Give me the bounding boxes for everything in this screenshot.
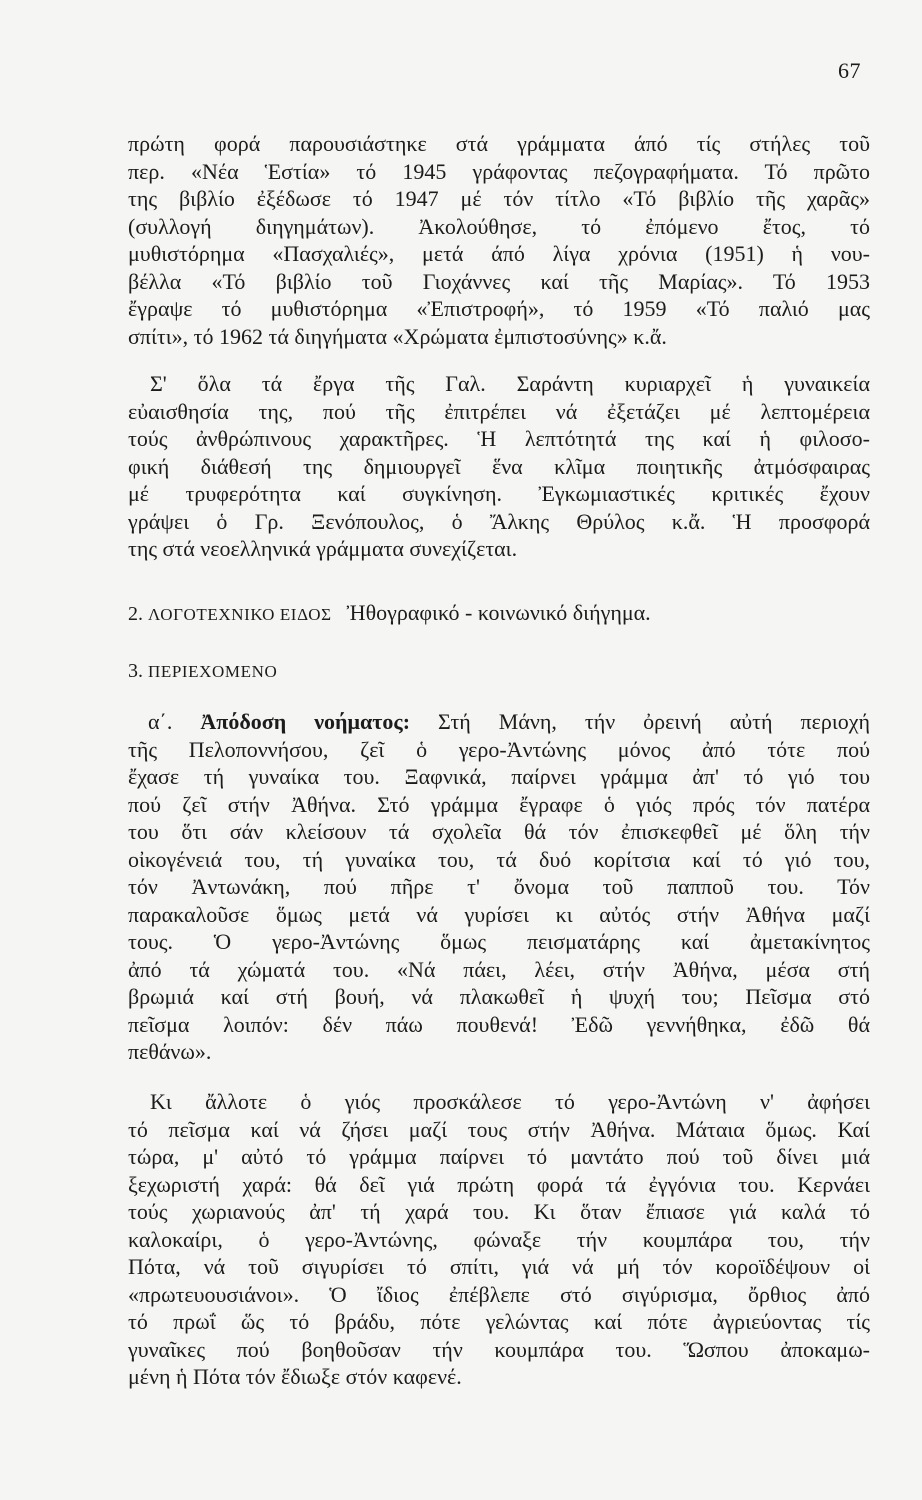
text-line: σπίτι», τό 1962 τά διηγήματα «Χρώματα ἐμπιστοσύνης» κ.ἄ.	[128, 323, 667, 349]
paragraph-4	[128, 1088, 870, 1391]
section-title: ΠΕΡΙΕΧΟΜΕΝΟ	[148, 662, 278, 681]
text-line: πού ζεῖ στήν Ἀθήνα. Στό γράμμα ἔγραφε ὁ γιός πρός τόν πατέρα	[128, 791, 870, 817]
section-heading-content	[128, 660, 277, 683]
text-line: φική διάθεσή της δημιουργεῖ ἕνα κλῖμα ποιητικῆς ἀτμόσφαιρας	[128, 453, 870, 479]
text-line: τούς χωριανούς ἀπ' τή χαρά του. Κι ὅταν ἔπιασε γιά καλά τό	[128, 1199, 870, 1224]
text-line: Κι ἄλλοτε ὁ γιός προσκάλεσε τό γερο-Ἀντώνη ν' ἀφήσει	[150, 1089, 870, 1114]
text-line: τους. Ὁ γερο-Ἀντώνης ὅμως πεισματάρης καί ἀμετακίνητος	[128, 929, 870, 954]
section-title: ΛΟΓΟΤΕΧΝΙΚΟ ΕΙΔΟΣ	[148, 605, 332, 624]
text-line: τό πεῖσμα καί νά ζήσει μαζί τους στήν Ἀθήνα. Μάταια ὅμως. Καί	[128, 1116, 870, 1142]
text-line: της στά νεοελληνικά γράμματα συνεχίζεται.	[128, 536, 518, 561]
text-line: της βιβλίο ἐξέδωσε τό 1947 μέ τόν τίτλο «Τό βιβλίο τῆς χαρᾶς»	[128, 186, 870, 211]
text-line: εὐαισθησία της, πού τῆς ἐπιτρέπει νά ἐξετάζει μέ λεπτομέρεια	[128, 398, 870, 424]
text-line: μυθιστόρημα «Πασχαλιές», μετά άπό λίγα χρόνια (1951) ἡ νου-	[128, 241, 870, 266]
text-line: τούς ἀνθρώπινους χαρακτῆρες. Ἡ λεπτότητά της καί ἡ φιλοσο-	[128, 426, 870, 451]
section-value: Ἠθογραφικό - κοινωνικό διήγημα.	[346, 600, 651, 625]
subsection-letter: α΄.	[148, 709, 173, 734]
paragraph-2	[128, 370, 870, 563]
text-line: τό πρωΐ ὥς τό βράδυ, πότε γελώντας καί πότε ἀγριεύοντας τίς	[128, 1309, 870, 1334]
text-line: γράψει ὁ Γρ. Ξενόπουλος, ὁ Ἄλκης Θρύλος κ.ἄ. Ἡ προσφορά	[128, 508, 870, 534]
text-line: παρακαλοῦσε ὅμως μετά νά γυρίσει κι αὐτός στήν Ἀθήνα μαζί	[128, 901, 870, 927]
text-line: ἀπό τά χώματά του. «Νά πάει, λέει, στήν Ἀθήνα, μέσα στή	[128, 956, 870, 982]
text-line: πεῖσμα λοιπόν: δέν πάω πουθενά! Ἐδῶ γεννήθηκα, ἐδῶ θά	[128, 1011, 870, 1037]
text-fragment: Στή Μάνη, τήν ὀρεινή αὐτή περιοχή	[438, 709, 871, 734]
text-line: βέλλα «Τό βιβλίο τοῦ Γιοχάννες καί τῆς Μαρίας». Τό 1953	[128, 268, 870, 294]
text-line: καλοκαίρι, ὁ γερο-Ἀντώνης, φώναξε τήν κουμπάρα του, τήν	[128, 1226, 870, 1252]
text-line: Πότα, νά τοῦ σιγυρίσει τό σπίτι, γιά νά μή τόν κοροϊδέψουν οἱ	[128, 1254, 870, 1279]
text-line: Σ' ὅλα τά ἔργα τῆς Γαλ. Σαράντη κυριαρχεῖ ἡ γυναικεία	[150, 371, 870, 396]
text-line: τῆς Πελοποννήσου, ζεῖ ὁ γερο-Ἀντώνης μόνος ἀπό τότε πού	[128, 736, 870, 762]
text-line: γυναῖκες πού βοηθοῦσαν τήν κουμπάρα του. Ὥσπου ἀποκαμω-	[128, 1336, 870, 1362]
text-line: ἔχασε τή γυναίκα του. Ξαφνικά, παίρνει γράμμα ἀπ' τό γιό του	[128, 764, 870, 789]
text-line: (συλλογή διηγημάτων). Ἀκολούθησε, τό ἐπόμενο ἔτος, τό	[128, 213, 870, 239]
text-line: ἔγραψε τό μυθιστόρημα «Ἐπιστροφή», τό 1959 «Τό παλιό μας	[128, 296, 870, 321]
page-number: 67	[838, 58, 861, 83]
text-line: του ὅτι σάν κλείσουν τά σχολεῖα θά τόν ἐπισκεφθεῖ μέ ὅλη τήν	[128, 819, 870, 844]
text-line: πεθάνω».	[128, 1039, 212, 1064]
text-line: τόν Ἀντωνάκη, πού πῆρε τ' ὄνομα τοῦ παπποῦ του. Τόν	[128, 874, 870, 899]
paragraph-1	[128, 130, 870, 350]
text-line: «πρωτευουσιάνοι». Ὁ ἴδιος ἐπέβλεπε στό σιγύρισμα, ὄρθιος ἀπό	[128, 1281, 870, 1307]
text-line: ξεχωριστή χαρά: θά δεῖ γιά πρώτη φορά τά ἐγγόνια του. Κερνάει	[128, 1171, 870, 1197]
text-line: οἰκογένειά του, τή γυναίκα του, τά δυό κορίτσια καί τό γιό του,	[128, 846, 870, 872]
text-line: περ. «Νέα Ἑστία» τό 1945 γράφοντας πεζογραφήματα. Τό πρῶτο	[128, 158, 870, 184]
text-line	[128, 708, 870, 736]
text-line: μένη ἡ Πότα τόν ἔδιωξε στόν καφενέ.	[128, 1364, 462, 1389]
section-number: 3.	[128, 660, 143, 682]
text-line: μέ τρυφερότητα καί συγκίνηση. Ἐγκωμιαστικές κριτικές ἔχουν	[128, 481, 870, 506]
text-line: τώρα, μ' αὐτό τό γράμμα παίρνει τό μαντάτο πού τοῦ δίνει μιά	[128, 1144, 870, 1169]
text-line: βρωμιά καί στή βουή, νά πλακωθεῖ ἡ ψυχή του; Πεῖσμα στό	[128, 984, 870, 1009]
paragraph-3	[128, 708, 870, 1066]
section-number: 2.	[128, 603, 143, 625]
text-line: πρώτη φορά παρουσιάστηκε στά γράμματα άπό τίς στήλες τοῦ	[128, 131, 870, 156]
subsection-title: Ἀπόδοση νοήματος:	[200, 709, 411, 734]
section-heading-literary-genre	[128, 600, 651, 626]
